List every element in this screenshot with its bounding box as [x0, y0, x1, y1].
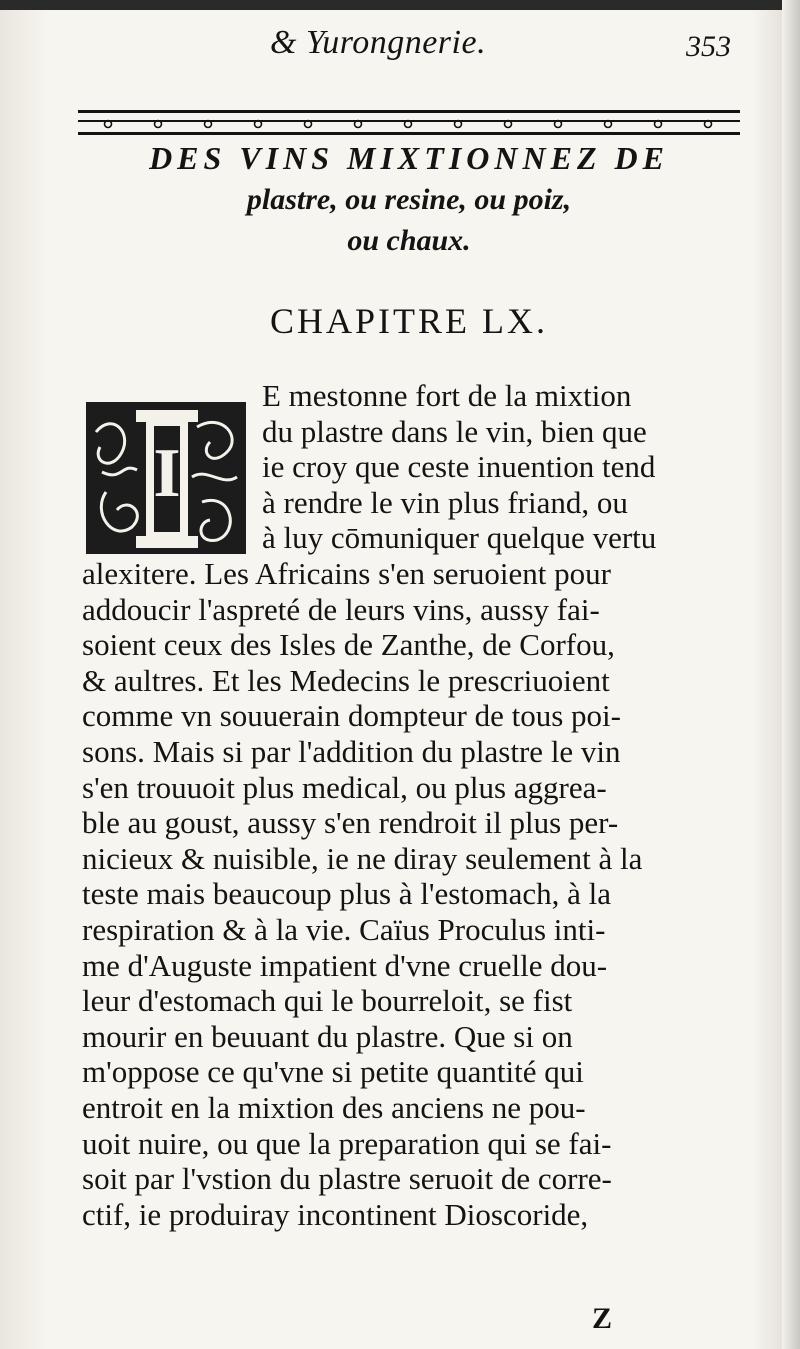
body-line: ie croy que ceste inuention tend — [262, 449, 656, 485]
body-line: uoit nuire, ou que la preparation qui se fai- — [82, 1125, 612, 1161]
body-line: sons. Mais si par l'addition du plastre le vin — [82, 734, 621, 769]
body-line: alexitere. Les Africains s'en seruoient pour — [82, 556, 611, 591]
chapter-title — [78, 138, 740, 261]
chapter-title-line-2: plastre, ou resine, ou poiz, — [246, 183, 572, 216]
body-line: s'en trouuoit plus medical, ou plus aggrea- — [82, 769, 607, 805]
running-head: & Yurongnerie. — [270, 24, 487, 61]
body-line: me d'Auguste impatient d'vne cruelle dou- — [82, 947, 608, 983]
body-line: addoucir l'aspreté de leurs vins, aussy fai- — [82, 591, 600, 627]
body-line: soit par l'vstion du plastre seruoit de corre- — [82, 1161, 612, 1197]
body-line: soient ceux des Isles de Zanthe, de Corfou, — [82, 627, 615, 663]
page-number: 353 — [686, 30, 731, 63]
body-line: respiration & à la vie. Caïus Proculus inti- — [82, 912, 606, 947]
signature-mark: Z — [592, 1302, 613, 1335]
body-line: entroit en la mixtion des anciens ne pou- — [82, 1090, 586, 1125]
scan-right-edge — [782, 0, 800, 1349]
body-line: ctif, ie produiray incontinent Dioscoride, — [82, 1196, 589, 1232]
body-line: à luy cōmuniquer quelque vertu — [262, 520, 657, 556]
chapter-title-line-3: ou chaux. — [347, 224, 471, 257]
body-line: du plastre dans le vin, bien que — [262, 413, 647, 449]
body-line: leur d'estomach qui le bourreloit, se fist — [82, 983, 573, 1019]
body-line: teste mais beaucoup plus à l'estomach, à la — [82, 876, 611, 912]
ornamental-rule — [78, 108, 740, 138]
body-line: m'oppose ce qu'vne si petite quantité qui — [82, 1054, 584, 1090]
body-line: E mestonne fort de la mixtion — [262, 378, 632, 413]
body-line: & aultres. Et les Medecins le prescriuoient — [82, 662, 610, 698]
chapter-title-line-1: DES VINS MIXTIONNEZ DE — [149, 140, 669, 176]
decorated-initial — [82, 392, 252, 562]
scan-top-edge — [0, 0, 800, 10]
chapter-number: CHAPITRE LX. — [270, 301, 548, 341]
drop-cap-letter: I — [153, 435, 181, 512]
body-line: comme vn souuerain dompteur de tous poi- — [82, 698, 621, 734]
body-line: ble au goust, aussy s'en rendroit il plus per- — [82, 805, 619, 841]
body-line: mourir en beuuant du plastre. Que si on — [82, 1018, 573, 1054]
body-line: nicieux & nuisible, ie ne diray seulement à la — [82, 840, 643, 876]
body-line: à rendre le vin plus friand, ou — [262, 484, 628, 520]
